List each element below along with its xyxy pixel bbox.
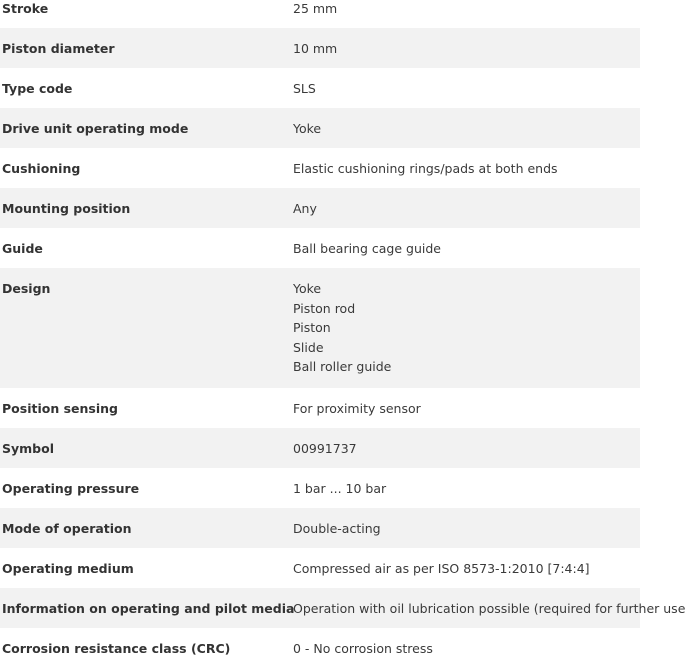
spec-value: Ball bearing cage guide — [293, 241, 441, 256]
spec-label: Mounting position — [2, 201, 131, 216]
spec-value: 0 - No corrosion stress — [293, 641, 433, 656]
spec-row-piston-diameter — [0, 28, 640, 68]
spec-value: SLS — [293, 81, 316, 96]
spec-label: Drive unit operating mode — [2, 121, 189, 136]
spec-value-line: Piston — [293, 320, 331, 335]
spec-label: Symbol — [2, 441, 54, 456]
spec-label: Piston diameter — [2, 41, 115, 56]
spec-value: Any — [293, 201, 317, 216]
spec-label: Type code — [2, 81, 73, 96]
spec-row-mode-of-operation — [0, 508, 640, 548]
spec-row-drive-unit-operating-mode — [0, 108, 640, 148]
spec-label: Design — [2, 281, 51, 296]
spec-value-line: Yoke — [293, 281, 322, 296]
spec-value: For proximity sensor — [293, 401, 421, 416]
spec-value: Yoke — [293, 121, 322, 136]
spec-value: Elastic cushioning rings/pads at both ends — [293, 161, 558, 176]
spec-label: Operating medium — [2, 561, 134, 576]
spec-row-cushioning — [0, 148, 640, 188]
spec-row-operating-pressure — [0, 468, 640, 508]
spec-row-mounting-position — [0, 188, 640, 228]
spec-value: 00991737 — [293, 441, 357, 456]
spec-label: Stroke — [2, 1, 49, 16]
spec-label: Position sensing — [2, 401, 118, 416]
spec-value: Compressed air as per ISO 8573-1:2010 [7:4:4] — [293, 561, 590, 576]
spec-label: Operating pressure — [2, 481, 140, 496]
spec-row-operating-medium — [0, 548, 640, 588]
spec-row-corrosion-resistance — [0, 628, 640, 668]
spec-row-position-sensing — [0, 388, 640, 428]
spec-value: 25 mm — [293, 1, 338, 16]
spec-value: Operation with oil lubrication possible (required for further use — [293, 601, 685, 616]
spec-row-design — [0, 268, 640, 388]
spec-row-stroke — [0, 0, 640, 28]
spec-label: Mode of operation — [2, 521, 132, 536]
spec-value-line: Slide — [293, 339, 324, 355]
spec-value-list — [293, 279, 640, 379]
spec-label: Information on operating and pilot media — [2, 601, 295, 616]
spec-value: Double-acting — [293, 521, 381, 536]
spec-label: Cushioning — [2, 161, 81, 176]
spec-label: Guide — [2, 241, 43, 256]
spec-label: Corrosion resistance class (CRC) — [2, 641, 231, 656]
spec-value-line: Piston rod — [293, 300, 356, 316]
spec-row-operating-pilot-media — [0, 588, 685, 628]
spec-value-line: Ball roller guide — [293, 359, 392, 374]
spec-row-type-code — [0, 68, 640, 108]
spec-value: 1 bar ... 10 bar — [293, 481, 387, 496]
spec-row-guide — [0, 228, 640, 268]
spec-row-symbol — [0, 428, 640, 468]
spec-value: 10 mm — [293, 41, 338, 56]
